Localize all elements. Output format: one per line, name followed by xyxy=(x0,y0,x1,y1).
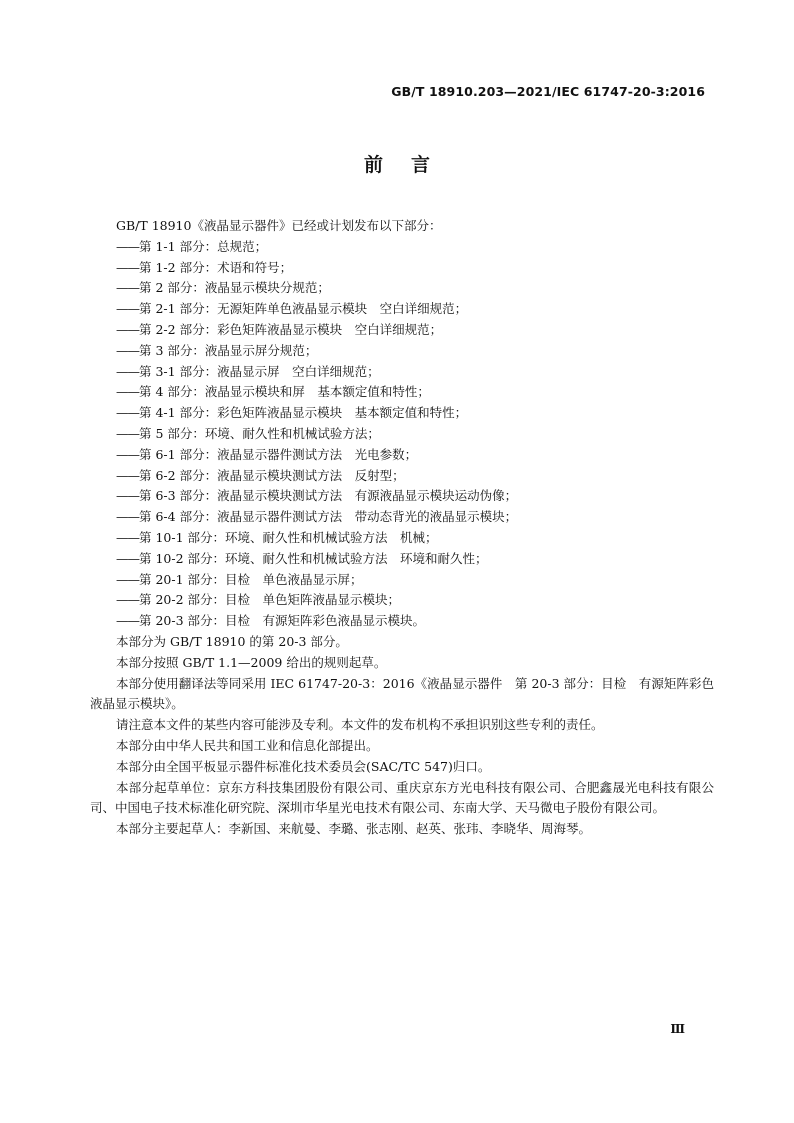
foreword-body xyxy=(90,216,714,840)
list-dash: —— xyxy=(116,342,139,358)
list-item-text: 第 10-2 部分：环境、耐久性和机械试验方法 环境和耐久性； xyxy=(139,550,488,566)
list-dash: —— xyxy=(116,488,139,504)
list-item xyxy=(90,299,714,320)
parts-list xyxy=(90,237,714,632)
list-item xyxy=(90,549,714,570)
list-dash: —— xyxy=(116,446,139,462)
list-dash: —— xyxy=(116,363,139,379)
list-item xyxy=(90,611,714,632)
list-dash: —— xyxy=(116,467,139,483)
paragraph: 本部分按照 GB/T 1.1—2009 给出的规则起草。 xyxy=(116,654,387,670)
paragraph: 本部分为 GB/T 18910 的第 20-3 部分。 xyxy=(116,633,348,649)
list-item xyxy=(90,486,714,507)
list-item xyxy=(90,382,714,403)
list-item-text: 第 2-2 部分：彩色矩阵液晶显示模块 空白详细规范； xyxy=(139,321,443,337)
list-item xyxy=(90,570,714,591)
list-dash: —— xyxy=(116,280,139,296)
list-item-text: 第 20-2 部分：目检 单色矩阵液晶显示模块； xyxy=(139,592,401,608)
page-number: Ⅲ xyxy=(670,1022,684,1036)
list-item-text: 第 4 部分：液晶显示模块和屏 基本额定值和特性； xyxy=(139,384,430,400)
list-item-text: 第 4-1 部分：彩色矩阵液晶显示模块 基本额定值和特性； xyxy=(139,405,468,421)
standard-code: GB/T 18910.203—2021/IEC 61747-20-3:2016 xyxy=(391,84,705,99)
list-item-text: 第 1-2 部分：术语和符号； xyxy=(139,259,293,275)
list-item xyxy=(90,320,714,341)
list-dash: —— xyxy=(116,529,139,545)
list-item xyxy=(90,466,714,487)
paragraph: 请注意本文件的某些内容可能涉及专利。本文件的发布机构不承担识别这些专利的责任。 xyxy=(116,717,604,733)
list-item-text: 第 5 部分：环境、耐久性和机械试验方法； xyxy=(139,425,380,441)
paragraph: 本部分使用翻译法等同采用 IEC 61747-20-3：2016《液晶显示器件 第 20-3 部分：目检 有源矩阵彩色液晶显示模块》。 xyxy=(90,675,714,712)
list-item xyxy=(90,278,714,299)
list-item-text: 第 6-2 部分：液晶显示模块测试方法 反射型； xyxy=(139,467,405,483)
list-item xyxy=(90,445,714,466)
intro-paragraph: GB/T 18910《液晶显示器件》已经或计划发布以下部分： xyxy=(116,218,442,233)
foreword-paragraphs xyxy=(90,632,714,840)
list-item xyxy=(90,528,714,549)
list-item-text: 第 6-1 部分：液晶显示器件测试方法 光电参数； xyxy=(139,446,418,462)
paragraph: 本部分由中华人民共和国工业和信息化部提出。 xyxy=(116,737,379,753)
list-dash: —— xyxy=(116,301,139,317)
list-item-text: 第 6-3 部分：液晶显示模块测试方法 有源液晶显示模块运动伪像； xyxy=(139,488,518,504)
list-item-text: 第 2 部分：液晶显示模块分规范； xyxy=(139,280,330,296)
list-dash: —— xyxy=(116,259,139,275)
list-item-text: 第 20-3 部分：目检 有源矩阵彩色液晶显示模块。 xyxy=(139,613,426,629)
list-item-text: 第 3-1 部分：液晶显示屏 空白详细规范； xyxy=(139,363,380,379)
list-item xyxy=(90,590,714,611)
list-dash: —— xyxy=(116,571,139,587)
list-item xyxy=(90,237,714,258)
list-item xyxy=(90,341,714,362)
list-dash: —— xyxy=(116,384,139,400)
list-item-text: 第 6-4 部分：液晶显示器件测试方法 带动态背光的液晶显示模块； xyxy=(139,509,518,525)
list-dash: —— xyxy=(116,425,139,441)
paragraph: 本部分起草单位：京东方科技集团股份有限公司、重庆京东方光电科技有限公司、合肥鑫晟光电科技有限公司、中国电子技术标准化研究院、深圳市华星光电技术有限公司、东南大学、天马微电子股份有限公司。 xyxy=(90,779,714,816)
paragraph: 本部分主要起草人：李新国、来航曼、李璐、张志刚、赵英、张玮、李晓华、周海琴。 xyxy=(116,821,592,837)
paragraph: 本部分由全国平板显示器件标准化技术委员会(SAC/TC 547)归口。 xyxy=(116,758,491,774)
list-dash: —— xyxy=(116,509,139,525)
page-title: 前言 xyxy=(363,154,458,176)
list-item-text: 第 2-1 部分：无源矩阵单色液晶显示模块 空白详细规范； xyxy=(139,301,468,317)
list-item-text: 第 10-1 部分：环境、耐久性和机械试验方法 机械； xyxy=(139,529,438,545)
list-dash: —— xyxy=(116,592,139,608)
list-dash: —— xyxy=(116,321,139,337)
list-item xyxy=(90,258,714,279)
list-dash: —— xyxy=(116,238,139,254)
list-item xyxy=(90,403,714,424)
list-dash: —— xyxy=(116,613,139,629)
list-item xyxy=(90,424,714,445)
list-item xyxy=(90,507,714,528)
list-item-text: 第 1-1 部分：总规范； xyxy=(139,238,268,254)
list-dash: —— xyxy=(116,405,139,421)
list-item-text: 第 20-1 部分：目检 单色液晶显示屏； xyxy=(139,571,363,587)
list-item xyxy=(90,362,714,383)
list-item-text: 第 3 部分：液晶显示屏分规范； xyxy=(139,342,318,358)
list-dash: —— xyxy=(116,550,139,566)
